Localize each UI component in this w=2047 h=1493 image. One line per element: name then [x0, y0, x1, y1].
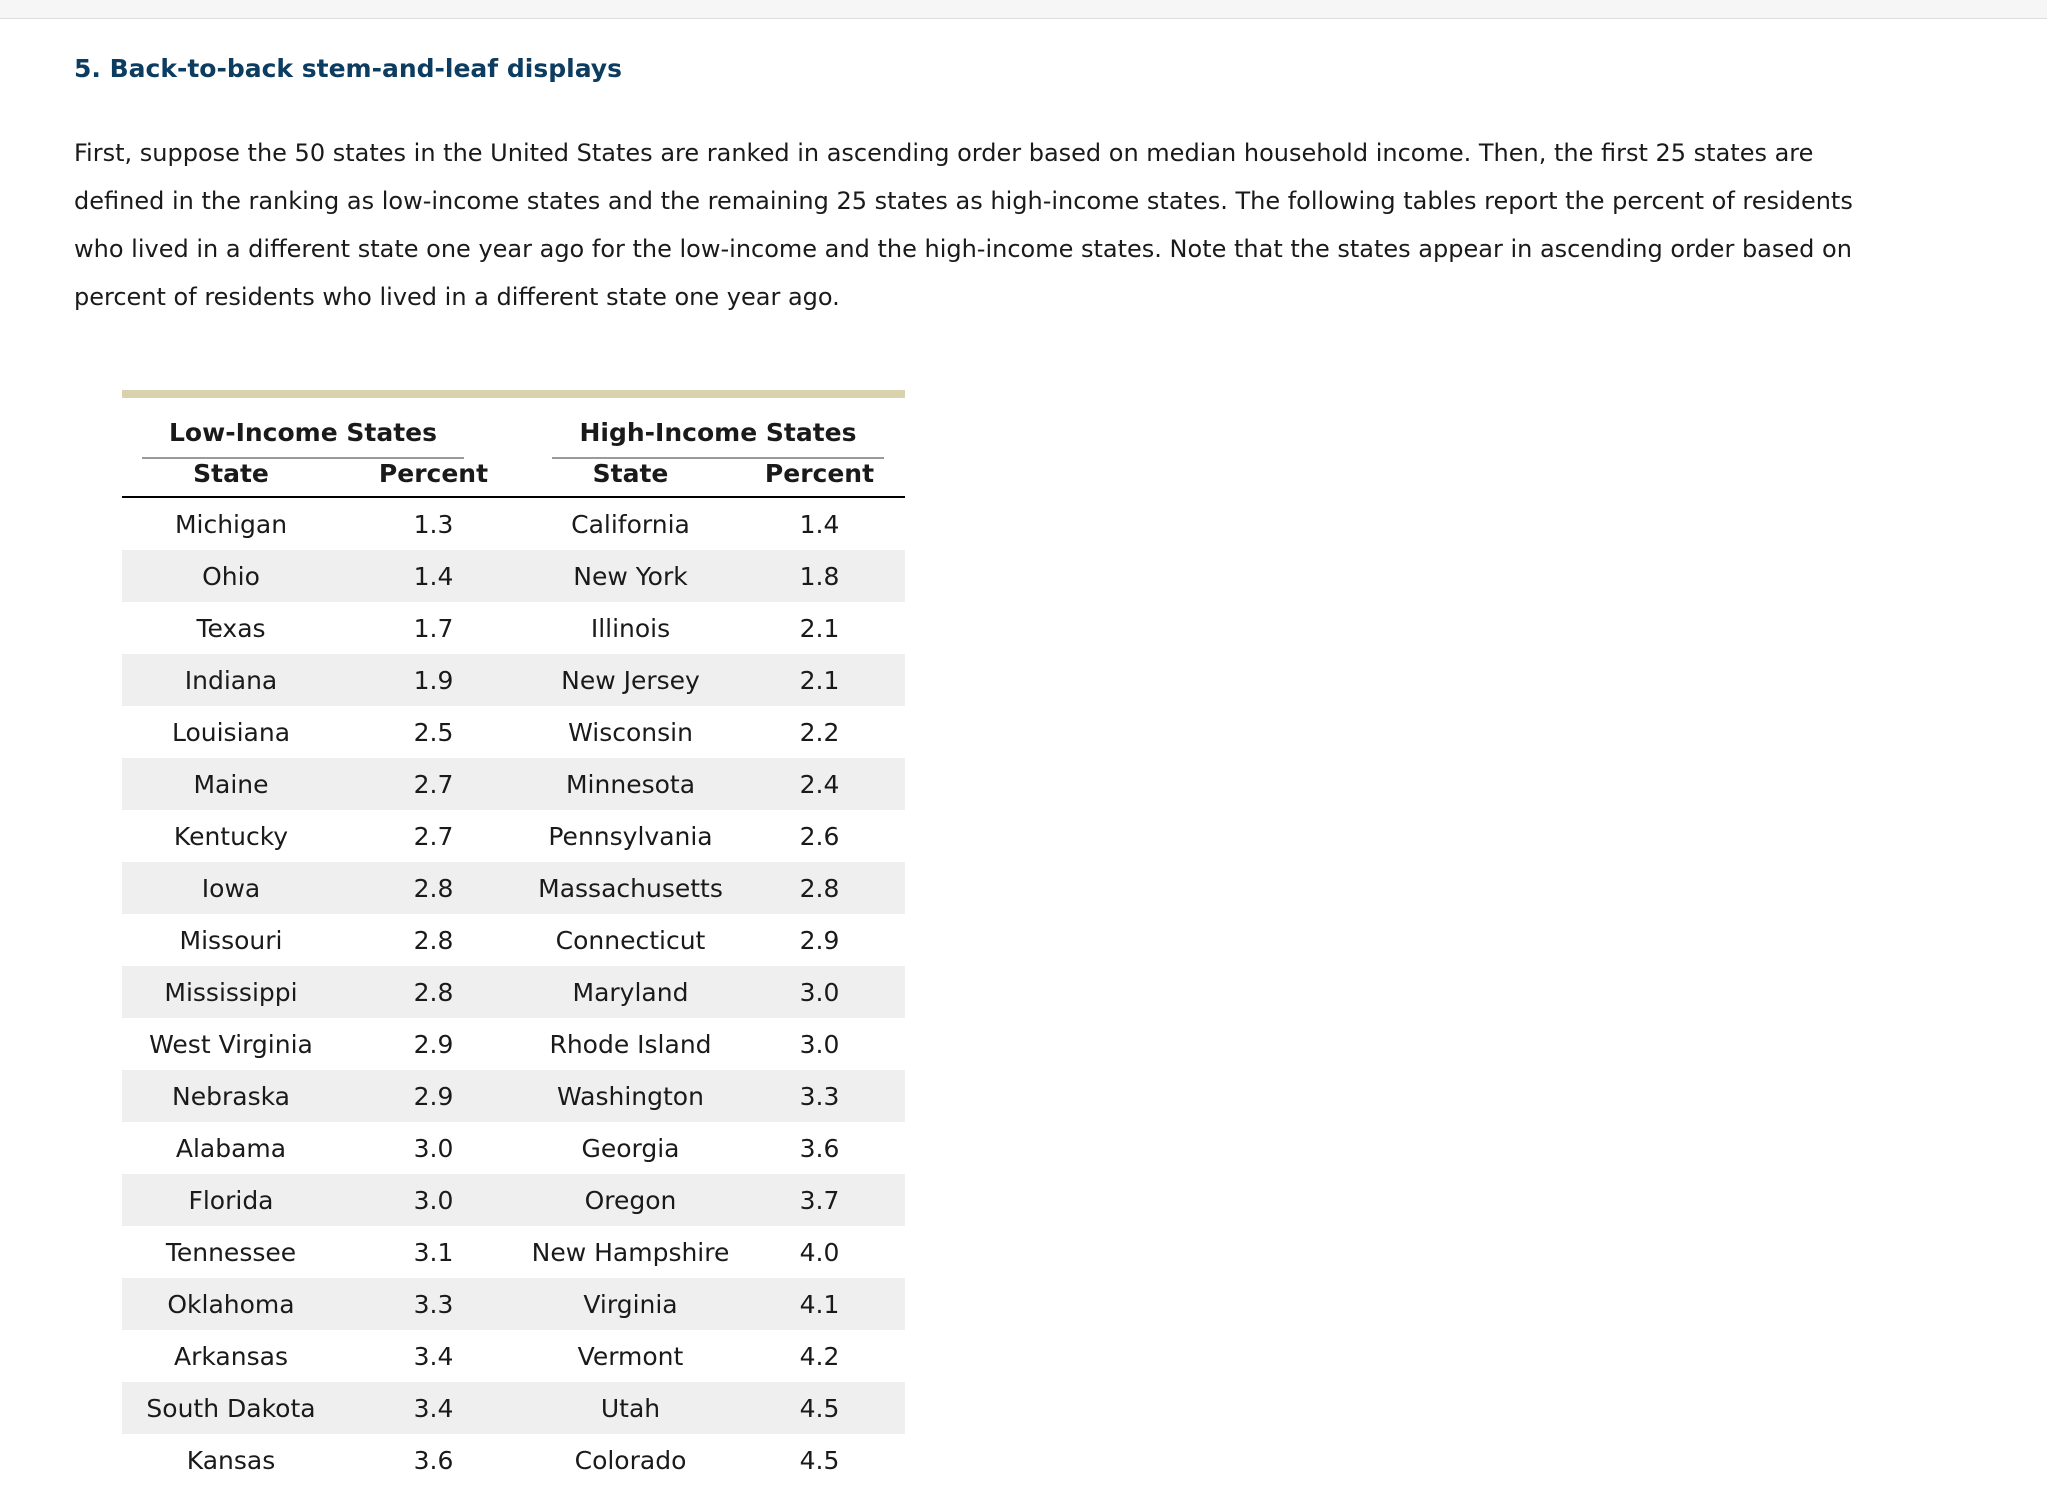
high-percent-cell: 3.7: [799, 1185, 840, 1215]
high-state-cell: California: [571, 509, 690, 539]
low-percent-cell: 3.6: [413, 1445, 454, 1475]
question-content: [74, 52, 1974, 321]
low-state-cell: Florida: [188, 1185, 274, 1215]
high-percent-cell: 1.4: [799, 509, 840, 539]
table-row: [122, 862, 905, 914]
low-percent-cell: 2.8: [413, 925, 454, 955]
high-state-cell: New Jersey: [561, 665, 700, 695]
low-percent-cell: 2.8: [413, 873, 454, 903]
high-percent-cell: 4.0: [799, 1237, 840, 1267]
high-state-cell: Minnesota: [565, 769, 696, 799]
high-state-cell: Georgia: [581, 1133, 680, 1163]
high-state-cell: Utah: [600, 1393, 661, 1423]
low-percent-cell: 3.3: [413, 1289, 454, 1319]
table-row: [122, 1278, 905, 1330]
table-row: [122, 758, 905, 810]
low-percent-cell: 2.7: [413, 821, 454, 851]
high-percent-cell: 2.4: [799, 769, 840, 799]
high-state-cell: New Hampshire: [531, 1237, 730, 1267]
high-percent-cell: 4.1: [799, 1289, 840, 1319]
low-state-cell: Arkansas: [174, 1341, 288, 1371]
low-percent-cell: 3.0: [413, 1185, 454, 1215]
high-percent-cell: 3.0: [799, 977, 840, 1007]
low-percent-cell: 1.9: [413, 665, 454, 695]
high-state-cell: New York: [573, 561, 688, 591]
low-state-cell: Missouri: [179, 925, 283, 955]
high-state-cell: Connecticut: [555, 925, 706, 955]
question-title: 5. Back-to-back stem-and-leaf displays: [74, 54, 622, 83]
table-row: [122, 1434, 905, 1486]
high-state-cell: Vermont: [577, 1341, 684, 1371]
high-percent-cell: 2.1: [799, 613, 840, 643]
high-percent-header: Percent: [764, 458, 875, 488]
low-income-group-header: Low-Income States: [142, 418, 464, 459]
low-state-cell: Kentucky: [173, 821, 289, 851]
table-row: [122, 966, 905, 1018]
high-state-cell: Oregon: [584, 1185, 677, 1215]
low-percent-header: Percent: [378, 458, 489, 488]
low-state-cell: Michigan: [174, 509, 288, 539]
table-row: [122, 550, 905, 602]
high-income-group-header: High-Income States: [552, 418, 884, 459]
low-state-cell: Louisiana: [171, 717, 291, 747]
low-percent-cell: 3.0: [413, 1133, 454, 1163]
high-percent-cell: 2.8: [799, 873, 840, 903]
high-state-cell: Virginia: [583, 1289, 678, 1319]
high-percent-cell: 2.6: [799, 821, 840, 851]
browser-top-strip: [0, 0, 2047, 19]
high-state-header: State: [592, 458, 669, 488]
high-state-cell: Illinois: [590, 613, 671, 643]
low-state-cell: Kansas: [186, 1445, 276, 1475]
high-percent-cell: 2.9: [799, 925, 840, 955]
states-table: [122, 390, 905, 1486]
low-state-cell: West Virginia: [149, 1029, 313, 1059]
group-header-row: [122, 398, 905, 450]
low-state-cell: Indiana: [184, 665, 278, 695]
low-percent-cell: 2.9: [413, 1081, 454, 1111]
high-state-cell: Colorado: [574, 1445, 687, 1475]
table-row: [122, 654, 905, 706]
low-state-cell: Maine: [193, 769, 269, 799]
low-state-cell: South Dakota: [146, 1393, 316, 1423]
low-percent-cell: 1.4: [413, 561, 454, 591]
high-percent-cell: 4.5: [799, 1445, 840, 1475]
table-row: [122, 1122, 905, 1174]
low-state-cell: Oklahoma: [167, 1289, 295, 1319]
low-percent-cell: 3.1: [413, 1237, 454, 1267]
table-row: [122, 1174, 905, 1226]
table-row: [122, 1226, 905, 1278]
table-row: [122, 1330, 905, 1382]
high-percent-cell: 1.8: [799, 561, 840, 591]
low-percent-cell: 1.3: [413, 509, 454, 539]
low-state-cell: Texas: [196, 613, 266, 643]
high-percent-cell: 4.5: [799, 1393, 840, 1423]
question-intro: First, suppose the 50 states in the United States are ranked in ascending order based on median household income. Then, the first 25 states are defined in the ranking as low-income states and the remaining 25 states as high-income states. The following tables report the percent of residents who lived in a different state one year ago for the low-income and the high-income states. Note that the states appear in ascending order based on percent of residents who lived in a different state one year ago.: [74, 139, 1853, 311]
table-row: [122, 810, 905, 862]
high-state-cell: Washington: [557, 1081, 704, 1111]
high-percent-cell: 3.6: [799, 1133, 840, 1163]
high-percent-cell: 3.0: [799, 1029, 840, 1059]
high-state-cell: Wisconsin: [568, 717, 693, 747]
low-state-cell: Tennessee: [165, 1237, 297, 1267]
low-percent-cell: 1.7: [413, 613, 454, 643]
low-percent-cell: 2.7: [413, 769, 454, 799]
high-percent-cell: 4.2: [799, 1341, 840, 1371]
high-percent-cell: 2.1: [799, 665, 840, 695]
high-state-cell: Rhode Island: [549, 1029, 712, 1059]
table-row: [122, 602, 905, 654]
low-percent-cell: 2.9: [413, 1029, 454, 1059]
low-percent-cell: 2.8: [413, 977, 454, 1007]
low-state-cell: Iowa: [201, 873, 261, 903]
low-state-cell: Alabama: [175, 1133, 287, 1163]
table-row: [122, 1018, 905, 1070]
low-percent-cell: 2.5: [413, 717, 454, 747]
high-percent-cell: 2.2: [799, 717, 840, 747]
table-top-border: [122, 390, 905, 398]
table-row: [122, 1382, 905, 1434]
low-percent-cell: 3.4: [413, 1393, 454, 1423]
table-body: [122, 498, 905, 1486]
low-state-cell: Ohio: [202, 561, 260, 591]
table-row: [122, 706, 905, 758]
high-state-cell: Massachusetts: [538, 873, 723, 903]
low-state-cell: Nebraska: [172, 1081, 290, 1111]
low-state-cell: Mississippi: [164, 977, 298, 1007]
high-percent-cell: 3.3: [799, 1081, 840, 1111]
table-row: [122, 1070, 905, 1122]
low-percent-cell: 3.4: [413, 1341, 454, 1371]
table-row: [122, 914, 905, 966]
high-state-cell: Maryland: [572, 977, 689, 1007]
table-row: [122, 498, 905, 550]
high-state-cell: Pennsylvania: [548, 821, 713, 851]
low-state-header: State: [193, 458, 269, 488]
